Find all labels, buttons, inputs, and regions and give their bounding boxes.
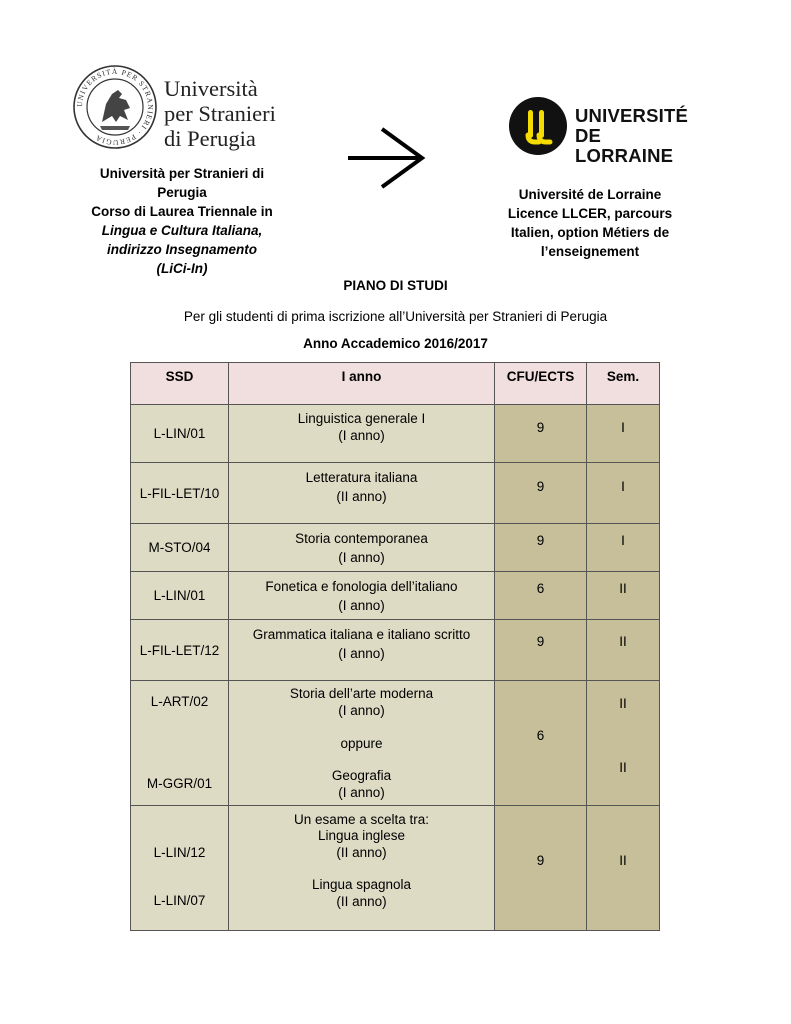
- course-year: (I anno): [338, 598, 385, 613]
- cfu-cell: [495, 806, 587, 931]
- wordmark-line: UNIVERSITÉ: [575, 105, 689, 126]
- course-name: Linguistica generale I: [297, 411, 426, 426]
- cfu-cell: 9: [495, 620, 587, 681]
- ssd-cell: L-LIN/01: [131, 405, 229, 463]
- sem-value: II: [619, 853, 627, 868]
- course-year: (I anno): [338, 785, 385, 800]
- desc-line: Corso di Laurea Triennale in: [91, 204, 273, 219]
- plan-subtitle: Per gli studenti di prima iscrizione all’Università per Stranieri di Perugia: [183, 309, 608, 324]
- course-name: Storia contemporanea: [295, 531, 428, 546]
- course-year: (I anno): [338, 646, 385, 661]
- cfu-cell: 9: [495, 463, 587, 524]
- wordmark-line: per Stranieri: [164, 101, 276, 126]
- course-cell: [229, 524, 495, 572]
- sem-cell: I: [587, 405, 660, 463]
- choice-intro: Un esame a scelta tra:: [293, 812, 430, 827]
- ssd-cell: [131, 806, 229, 931]
- table-row: [131, 524, 660, 572]
- study-plan-table: [130, 362, 660, 931]
- or-label: oppure: [340, 736, 383, 751]
- table-row: [131, 572, 660, 620]
- wordmark-line: Università: [164, 76, 258, 101]
- sem-value: II: [619, 760, 627, 775]
- academic-year: Anno Accademico 2016/2017: [303, 336, 488, 351]
- course-cell: [229, 463, 495, 524]
- table-row: [131, 620, 660, 681]
- desc-line: (LiCi-In): [156, 261, 208, 276]
- course-cell: [229, 572, 495, 620]
- course-cell: [229, 405, 495, 463]
- course-name: Storia dell’arte moderna: [289, 686, 434, 701]
- desc-line: Université de Lorraine: [518, 187, 662, 202]
- cfu-cell: 9: [495, 524, 587, 572]
- desc-line: Perugia: [157, 185, 207, 200]
- ssd-value: L-ART/02: [150, 694, 209, 709]
- table-row-choice: [131, 681, 660, 806]
- plan-title: PIANO DI STUDI: [343, 278, 448, 293]
- course-name: Fonetica e fonologia dell’italiano: [265, 579, 458, 594]
- ssd-cell: M-STO/04: [131, 524, 229, 572]
- ssd-cell: [131, 681, 229, 806]
- cfu-cell: 6: [495, 572, 587, 620]
- course-year: (I anno): [338, 428, 385, 443]
- perugia-wordmark: [164, 76, 276, 151]
- desc-line: Italien, option Métiers de: [510, 225, 670, 240]
- desc-line: Università per Stranieri di: [99, 166, 265, 181]
- sem-cell: II: [587, 620, 660, 681]
- wordmark-line: DE LORRAINE: [575, 125, 674, 166]
- sem-value: II: [619, 696, 627, 711]
- sem-cell: I: [587, 463, 660, 524]
- wordmark-line: di Perugia: [164, 126, 256, 151]
- cfu-cell: [495, 681, 587, 806]
- course-name: Geografia: [331, 768, 392, 783]
- header-cfu: CFU/ECTS: [495, 363, 587, 405]
- sem-cell: I: [587, 524, 660, 572]
- course-name: Lingua inglese: [317, 828, 406, 843]
- table-row-languages: [131, 806, 660, 931]
- ssd-value: M-GGR/01: [146, 776, 213, 791]
- desc-line: Lingua e Cultura Italiana,: [101, 223, 263, 238]
- header-ssd: SSD: [131, 363, 229, 405]
- course-cell: [229, 620, 495, 681]
- course-name: Letteratura italiana: [305, 470, 418, 485]
- course-name: Grammatica italiana e italiano scritto: [252, 627, 471, 642]
- ssd-cell: L-FIL-LET/10: [131, 463, 229, 524]
- ssd-value: L-LIN/12: [153, 845, 206, 860]
- perugia-seal-icon: [72, 64, 158, 150]
- sem-cell: [587, 806, 660, 931]
- desc-line: Licence LLCER, parcours: [507, 206, 673, 221]
- sem-cell: II: [587, 572, 660, 620]
- course-cell: [229, 806, 495, 931]
- perugia-description: [78, 164, 286, 278]
- table-row: [131, 463, 660, 524]
- header-course: I anno: [229, 363, 495, 405]
- ssd-cell: L-LIN/01: [131, 572, 229, 620]
- cfu-value: 9: [536, 853, 545, 868]
- ssd-value: L-LIN/07: [153, 893, 206, 908]
- course-name: Lingua spagnola: [311, 877, 412, 892]
- lorraine-description: [497, 185, 683, 261]
- desc-line: indirizzo Insegnamento: [106, 242, 257, 257]
- table-header-row: [131, 363, 660, 405]
- course-cell: [229, 681, 495, 806]
- seal-text: UNIVERSITÀ PER STRANIERI · PERUGIA: [74, 66, 156, 148]
- course-year: (II anno): [336, 894, 387, 909]
- ssd-cell: L-FIL-LET/12: [131, 620, 229, 681]
- right-arrow-icon: [346, 126, 428, 190]
- cfu-cell: 9: [495, 405, 587, 463]
- sem-cell: [587, 681, 660, 806]
- header-sem: Sem.: [587, 363, 660, 405]
- course-year: (II anno): [336, 489, 387, 504]
- lorraine-mark-icon: [508, 96, 568, 156]
- course-year: (II anno): [336, 845, 387, 860]
- cfu-value: 6: [536, 728, 545, 743]
- lorraine-logo: [508, 96, 698, 166]
- perugia-logo: [72, 64, 276, 154]
- course-year: (I anno): [338, 703, 385, 718]
- course-year: (I anno): [338, 550, 385, 565]
- lorraine-wordmark: [575, 106, 698, 166]
- desc-line: l’enseignement: [540, 244, 640, 259]
- table-row: [131, 405, 660, 463]
